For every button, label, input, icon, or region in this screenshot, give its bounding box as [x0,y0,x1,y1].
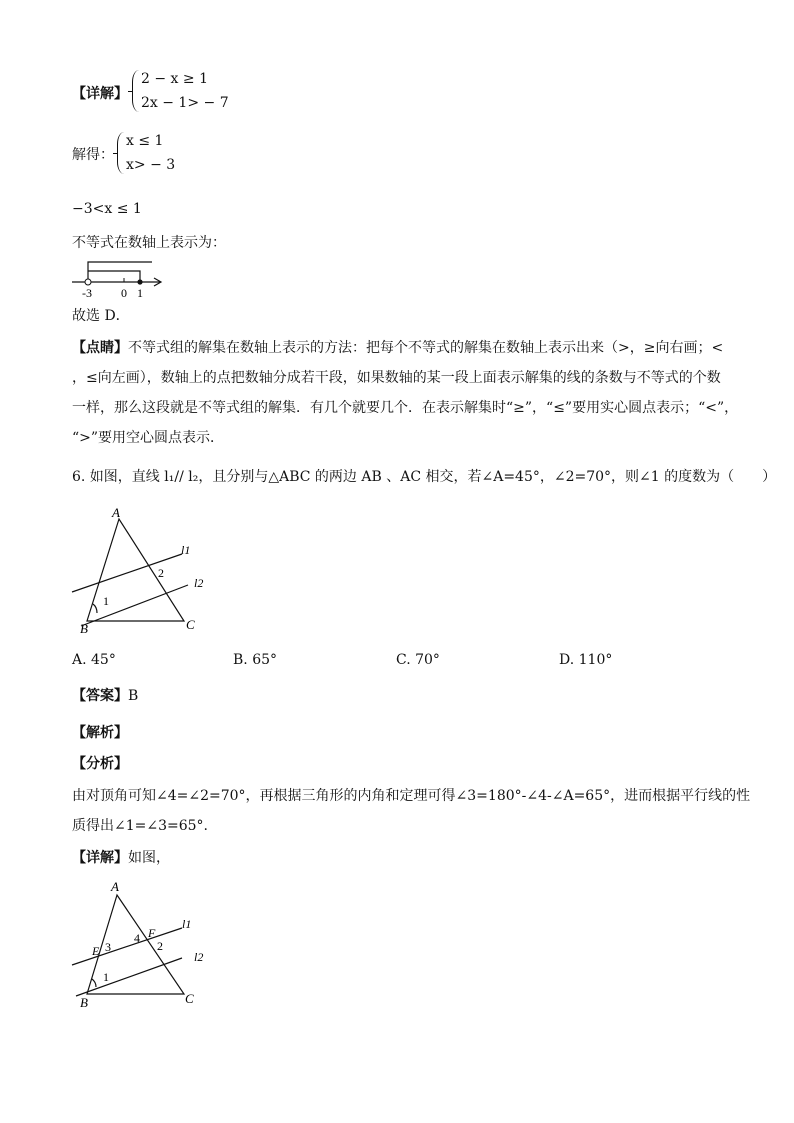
open-dot [85,279,91,285]
vertex-b: B [80,995,88,1010]
tip-line-1 [72,338,723,358]
option-d: D. 110° [559,652,613,668]
analyze-label: 【分析】 [72,756,128,772]
answer-value: B [128,688,139,704]
detail2-text: 如图， [128,850,170,866]
solve-brace [117,132,125,174]
vertex-c: C [185,991,194,1006]
label-minus3: -3 [82,286,92,300]
tip-line-3: 一样，那么这段就是不等式组的解集．有几个就要几个．在表示解集时“≥”，“≤”要用实心圆点表示；“<”， [72,400,739,416]
number-line-figure [68,258,178,300]
tip-line-2: ，≤向左画），数轴上的点把数轴分成若干段，如果数轴的某一段上面表示解集的线的条数与不等式的个数 [72,370,721,386]
tip-line-4: “>”要用空心圆点表示． [72,430,225,446]
line-l1 [72,928,182,965]
system-brace [132,70,140,112]
answer-line [72,686,138,706]
line-l1 [72,554,182,592]
vertex-c: C [186,617,195,632]
angle-2-label: 2 [157,939,163,953]
vertex-b: B [80,621,88,636]
line-l1-label: l1 [182,917,192,931]
tip-label: 【点睛】 [72,340,128,356]
system-line-2: 2x − 1> − 7 [141,95,229,111]
detail-label: 【详解】 [72,86,128,102]
angle-2-label: 2 [158,566,164,580]
vertex-a: A [112,505,120,520]
option-c: C. 70° [396,652,440,668]
line-l2-label: l2 [194,576,204,590]
angle-1-arc [92,979,96,987]
label-one: 1 [137,286,143,300]
line-l2 [81,585,188,626]
solve-label: 解得： [72,147,114,163]
question-text: 6. 如图，直线 l₁// l₂，且分别与△ABC 的两边 AB 、AC 相交，若∠A=45°，∠2=70°，则∠1 的度数为（ ） [72,469,777,485]
solve-line-2: x> − 3 [126,157,176,173]
option-b: B. 65° [233,652,278,668]
solution-bar-lower [88,271,140,282]
angle-1-arc [93,604,97,613]
numline-intro: 不等式在数轴上表示为： [72,235,226,251]
point-f: F [148,926,156,940]
triangle-figure-1 [70,500,210,640]
system-line-1: 2 − x ≥ 1 [141,71,208,87]
line-l2-label: l2 [194,950,204,964]
solution-range: −3<x ≤ 1 [72,201,142,217]
triangle-figure-2 [70,878,210,1012]
label-zero: 0 [121,286,127,300]
angle-1-label: 1 [103,970,109,984]
tip-text-1: 不等式组的解集在数轴上表示的方法：把每个不等式的解集在数轴上表示出来（>，≥向右画；< [128,340,724,356]
solid-dot [137,279,142,284]
answer-label: 【答案】 [72,688,128,704]
option-a: A. 45° [72,652,116,668]
angle-4-label: 4 [134,931,140,945]
analyze-line-2: 质得出∠1=∠3=65°. [72,818,209,834]
line-l1-label: l1 [181,543,191,557]
detail2-line [72,848,170,868]
angle-3-label: 3 [105,940,111,954]
angle-1-label: 1 [103,594,109,608]
vertex-a: A [111,879,119,894]
point-e: E [92,944,100,958]
analyze-line-1: 由对顶角可知∠4=∠2=70°，再根据三角形的内角和定理可得∠3=180°-∠4-∠A=65°，进而根据平行线的性 [72,788,751,804]
analysis-label: 【解析】 [72,725,128,741]
solution-bar-upper [88,262,152,282]
solve-line-1: x ≤ 1 [126,133,164,149]
choice-statement: 故选 D． [72,308,130,324]
detail2-label: 【详解】 [72,850,128,866]
